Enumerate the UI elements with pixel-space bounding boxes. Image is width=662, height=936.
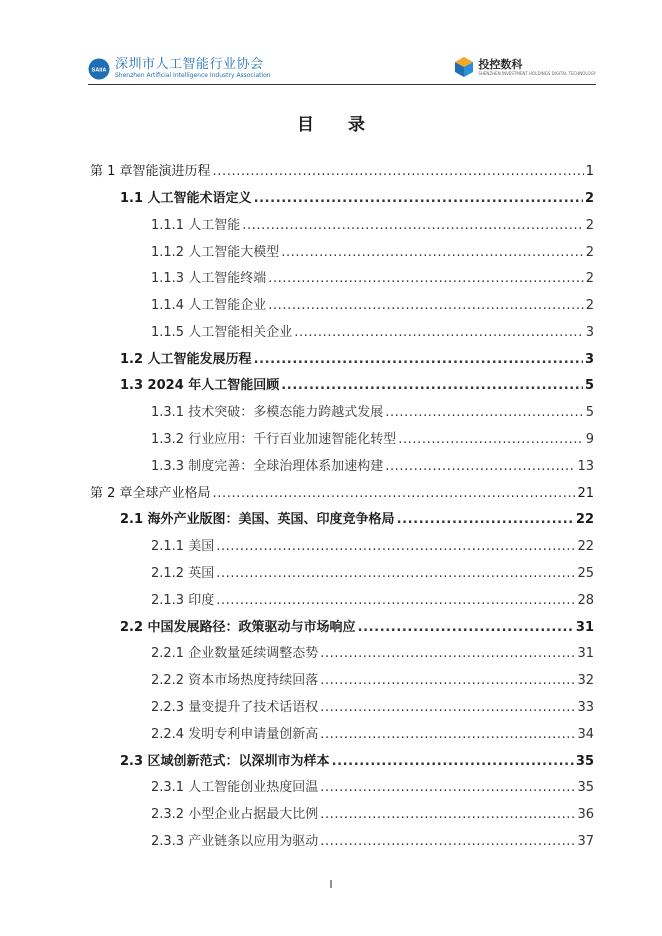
leader-dots <box>332 754 574 769</box>
leader-dots <box>216 539 575 554</box>
toc-entry-page: 22 <box>575 512 594 527</box>
toc-entry-page: 2 <box>585 298 594 313</box>
toc-entry-label: 2.3.3 产业链条以应用为驱动 <box>151 834 319 849</box>
toc-entry-chapter-1[interactable] <box>90 160 594 182</box>
leader-dots <box>281 245 584 260</box>
toc-entry-label: 2.1.1 美国 <box>151 539 215 554</box>
toc-entry-page: 37 <box>577 834 594 849</box>
cube-icon <box>454 56 474 78</box>
toc-entry-page: 25 <box>577 566 594 581</box>
toc-entry-section[interactable] <box>120 374 594 396</box>
toc-entry-page: 31 <box>577 646 594 661</box>
toc-entry-subsection[interactable] <box>151 214 594 236</box>
toc-entry-page: 21 <box>577 486 594 501</box>
leader-dots <box>242 218 584 233</box>
toc-entry-page: 2 <box>584 191 594 206</box>
toc-entry-page: 2 <box>585 271 594 286</box>
brand-name-en: SHENZHEN INVESTMENT HOLDINGS DIGITAL TECHNOLOGY <box>478 70 596 76</box>
org-badge-text: SAIIA <box>91 67 107 74</box>
toc-entry-label: 1.1.5 人工智能相关企业 <box>151 325 293 340</box>
org-logo <box>88 58 271 80</box>
toc-entry-label: 2.2.3 量变提升了技术话语权 <box>151 700 319 715</box>
toc-entry-label: 1.3 2024 年人工智能回顾 <box>120 378 280 393</box>
toc-entry-subsection[interactable] <box>151 803 594 825</box>
toc-entry-page: 5 <box>584 378 594 393</box>
leader-dots <box>320 780 575 795</box>
toc-entry-page: 31 <box>575 620 594 635</box>
leader-dots <box>213 486 576 501</box>
toc-entry-label: 2.2 中国发展路径：政策驱动与市场响应 <box>120 620 356 635</box>
toc-entry-page: 22 <box>577 539 594 554</box>
toc-entry-subsection[interactable] <box>151 267 594 289</box>
toc-entry-subsection[interactable] <box>151 696 594 718</box>
toc-entry-page: 35 <box>575 754 594 769</box>
leader-dots <box>320 834 575 849</box>
toc-entry-label: 2.1.3 印度 <box>151 593 215 608</box>
leader-dots <box>320 700 575 715</box>
toc-entry-subsection[interactable] <box>151 321 594 343</box>
toc-entry-label: 2.1.2 英国 <box>151 566 215 581</box>
toc-entry-subsection[interactable] <box>151 776 594 798</box>
toc-entry-label: 1.1 人工智能术语定义 <box>120 191 252 206</box>
leader-dots <box>216 566 575 581</box>
toc-entry-label: 1.3.3 制度完善：全球治理体系加速构建 <box>151 459 384 474</box>
toc-entry-page: 3 <box>585 325 594 340</box>
toc-entry-subsection[interactable] <box>151 562 594 584</box>
leader-dots <box>385 459 575 474</box>
toc-entry-page: 3 <box>584 352 594 367</box>
toc-entry-subsection[interactable] <box>151 830 594 852</box>
toc-entry-chapter-2[interactable] <box>90 482 594 504</box>
toc-entry-section[interactable] <box>120 750 594 772</box>
leader-dots <box>294 325 584 340</box>
leader-dots <box>216 593 575 608</box>
toc-entry-page: 34 <box>577 727 594 742</box>
toc-entry-page: 2 <box>585 218 594 233</box>
brand-logo <box>454 56 596 78</box>
toc-entry-page: 28 <box>577 593 594 608</box>
leader-dots <box>320 673 575 688</box>
toc-entry-subsection[interactable] <box>151 642 594 664</box>
leader-dots <box>213 164 584 179</box>
toc-entry-label: 2.3.1 人工智能创业热度回温 <box>151 780 319 795</box>
toc-entry-subsection[interactable] <box>151 294 594 316</box>
toc-entry-label: 2.2.1 企业数量延续调整态势 <box>151 646 319 661</box>
toc-entry-page: 35 <box>577 780 594 795</box>
toc-entry-page: 13 <box>577 459 594 474</box>
toc-entry-label: 2.2.2 资本市场热度持续回落 <box>151 673 319 688</box>
leader-dots <box>268 271 584 286</box>
leader-dots <box>320 807 575 822</box>
header-divider <box>88 84 596 85</box>
toc-entry-label: 1.3.1 技术突破：多模态能力跨越式发展 <box>151 405 384 420</box>
toc-entry-subsection[interactable] <box>151 535 594 557</box>
toc-entry-label: 1.1.4 人工智能企业 <box>151 298 267 313</box>
toc-entry-page: 9 <box>585 432 594 447</box>
toc-entry-subsection[interactable] <box>151 723 594 745</box>
toc-entry-label: 2.2.4 发明专利申请量创新高 <box>151 727 319 742</box>
leader-dots <box>268 298 584 313</box>
org-badge-icon <box>88 58 110 80</box>
toc-entry-page: 2 <box>585 245 594 260</box>
leader-dots <box>385 405 584 420</box>
brand-name-cn: 投控数科 <box>478 57 523 71</box>
toc-title: 目 录 <box>297 115 379 135</box>
leader-dots <box>254 352 583 367</box>
toc-entry-page: 36 <box>577 807 594 822</box>
toc-entry-section[interactable] <box>120 348 594 370</box>
leader-dots <box>320 646 575 661</box>
toc-entry-label: 2.3 区域创新范式：以深圳市为样本 <box>120 754 330 769</box>
toc-entry-page: 5 <box>585 405 594 420</box>
toc-entry-subsection[interactable] <box>151 428 594 450</box>
toc-entry-page: 33 <box>577 700 594 715</box>
toc-entry-label: 第 2 章全球产业格局 <box>90 486 211 501</box>
toc-entry-section[interactable] <box>120 508 594 530</box>
leader-dots <box>320 727 575 742</box>
page-header <box>88 56 596 84</box>
org-name-en: Shenzhen Artificial Intelligence Industry Association <box>115 72 271 79</box>
toc-entry-section[interactable] <box>120 187 594 209</box>
org-name-cn: 深圳市人工智能行业协会 <box>115 57 264 72</box>
toc-entry-section[interactable] <box>120 616 594 638</box>
leader-dots <box>398 432 584 447</box>
toc-entry-label: 2.3.2 小型企业占据最大比例 <box>151 807 319 822</box>
toc-entry-label: 1.3.2 行业应用：千行百业加速智能化转型 <box>151 432 397 447</box>
toc-entry-label: 1.1.2 人工智能大模型 <box>151 245 280 260</box>
toc-entry-label: 2.1 海外产业版图：美国、英国、印度竞争格局 <box>120 512 395 527</box>
leader-dots <box>281 378 583 393</box>
toc-entry-subsection[interactable] <box>151 241 594 263</box>
toc-entry-page: 32 <box>577 673 594 688</box>
toc-entry-label: 1.1.3 人工智能终端 <box>151 271 267 286</box>
toc-entry-subsection[interactable] <box>151 669 594 691</box>
toc-entry-subsection[interactable] <box>151 455 594 477</box>
toc-entry-label: 1.2 人工智能发展历程 <box>120 352 252 367</box>
page-number: I <box>329 878 333 891</box>
toc-entry-label: 1.1.1 人工智能 <box>151 218 241 233</box>
leader-dots <box>254 191 583 206</box>
leader-dots <box>358 620 574 635</box>
toc-entry-subsection[interactable] <box>151 589 594 611</box>
leader-dots <box>397 512 574 527</box>
toc-entry-page: 1 <box>585 164 594 179</box>
toc-entry-subsection[interactable] <box>151 401 594 423</box>
toc-entry-label: 第 1 章智能演进历程 <box>90 164 211 179</box>
